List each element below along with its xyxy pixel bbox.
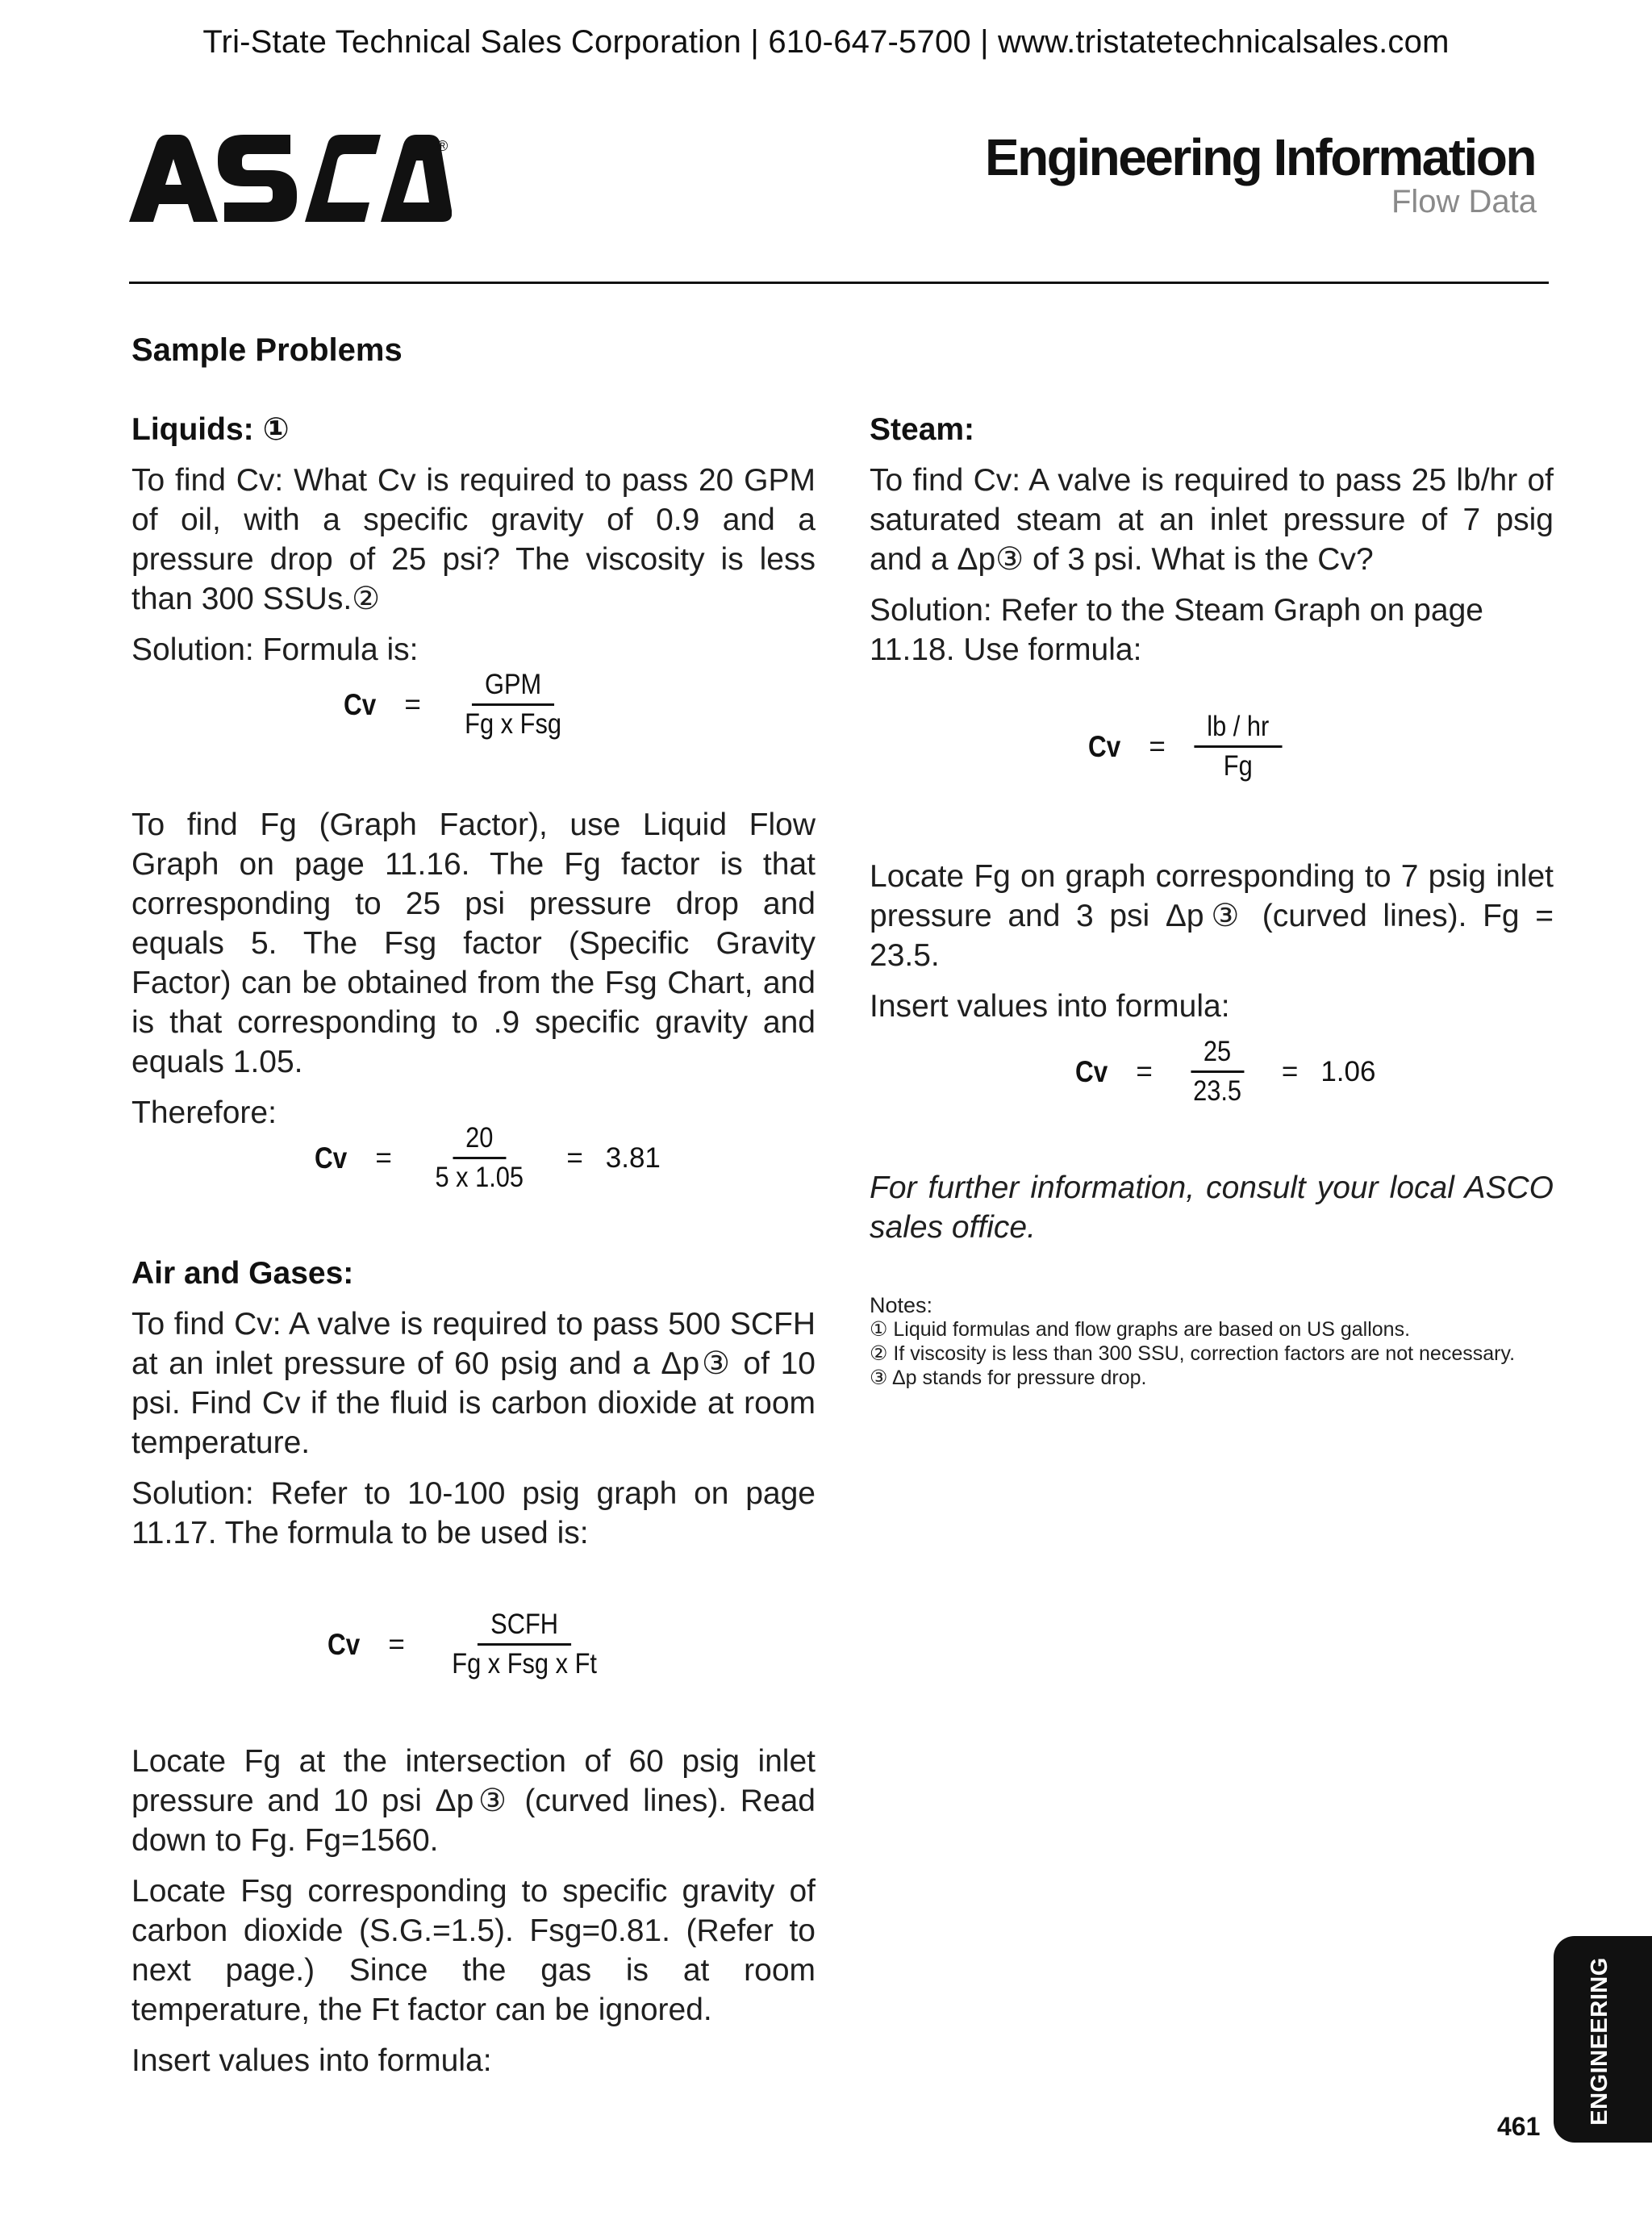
formula-equals: = bbox=[1136, 1055, 1153, 1087]
note-1: ① Liquid formulas and flow graphs are based on US gallons. bbox=[870, 1318, 1411, 1341]
numerator: 20 bbox=[453, 1123, 506, 1159]
further-info: For further information, consult your local ASCO sales office. bbox=[870, 1171, 1554, 1245]
formula-lhs: Cv bbox=[315, 1141, 348, 1175]
air-block-1 bbox=[131, 1254, 816, 1553]
denominator: 5 x 1.05 bbox=[435, 1162, 524, 1193]
notes bbox=[870, 1293, 1563, 1390]
liquids-problem: To find Cv: What Cv is required to pass 20 GPM of oil, with a specific gravity of 0.9 and a pressure drop of 25 psi? The viscosity is less than 300 SSUs.② bbox=[131, 463, 816, 616]
numerator: lb / hr bbox=[1194, 711, 1282, 748]
fraction bbox=[422, 1123, 536, 1193]
section-tab-text: ENGINEERING bbox=[1586, 1956, 1612, 2126]
note-3: ③ Δp stands for pressure drop. bbox=[870, 1367, 1147, 1389]
air-solution: Solution: Refer to 10-100 psig graph on page 11.17. The formula to be used is: bbox=[131, 1476, 816, 1550]
page-subtitle: Flow Data bbox=[1391, 184, 1537, 219]
air-problem: To find Cv: A valve is required to pass 500 SCFH at an inlet pressure of 60 psig and a Δp③ of 10 psi. Find Cv if the fluid is carbon dioxide at room temperature. bbox=[131, 1307, 816, 1460]
liquids-formula bbox=[344, 670, 582, 740]
numerator: GPM bbox=[472, 670, 554, 706]
air-heading: Air and Gases: bbox=[131, 1256, 354, 1291]
steam-result-formula bbox=[1075, 1037, 1375, 1107]
formula-lhs: Cv bbox=[1088, 729, 1121, 763]
steam-insert: Insert values into formula: bbox=[870, 989, 1230, 1024]
asco-logo bbox=[129, 133, 452, 230]
formula-result: 3.81 bbox=[605, 1141, 661, 1174]
numerator: SCFH bbox=[478, 1609, 571, 1646]
fraction bbox=[439, 1609, 609, 1680]
formula-lhs: Cv bbox=[327, 1627, 361, 1661]
air-insert: Insert values into formula: bbox=[131, 2043, 492, 2078]
formula-equals: = bbox=[566, 1141, 583, 1174]
formula-equals: = bbox=[388, 1628, 405, 1660]
formula-equals: = bbox=[404, 688, 421, 720]
air-locate-fg: Locate Fg at the intersection of 60 psig inlet pressure and 10 psi Δp③ (curved lines). Read down to Fg. Fg=1560. bbox=[131, 1744, 816, 1858]
denominator: Fg x Fsg bbox=[464, 708, 561, 740]
steam-block-2 bbox=[870, 857, 1554, 1026]
liquids-block-1 bbox=[131, 410, 816, 670]
steam-heading: Steam: bbox=[870, 412, 975, 447]
liquids-solution: Solution: Formula is: bbox=[131, 632, 419, 667]
steam-locate-fg: Locate Fg on graph corresponding to 7 psig inlet pressure and 3 psi Δp③ (curved lines). Fg = 23.5. bbox=[870, 859, 1554, 973]
page-number: 461 bbox=[1497, 2112, 1541, 2141]
denominator: Fg bbox=[1223, 750, 1253, 782]
liquids-block-2 bbox=[131, 805, 816, 1133]
formula-lhs: Cv bbox=[1075, 1054, 1108, 1088]
section-tab-label bbox=[1579, 1956, 1620, 2126]
numerator: 25 bbox=[1191, 1037, 1244, 1073]
steam-problem: To find Cv: A valve is required to pass 25 lb/hr of saturated steam at an inlet pressure of 7 psig and a Δp③ of 3 psi. What is the Cv? bbox=[870, 463, 1554, 577]
denominator: Fg x Fsg x Ft bbox=[452, 1648, 597, 1680]
top-banner: Tri-State Technical Sales Corporation | 610-647-5700 | www.tristatetechnicalsales.com bbox=[202, 24, 1450, 60]
formula-lhs: Cv bbox=[344, 687, 377, 721]
notes-heading: Notes: bbox=[870, 1293, 933, 1317]
formula-equals: = bbox=[1281, 1055, 1299, 1087]
steam-block-1 bbox=[870, 410, 1554, 670]
liquids-therefore: Therefore: bbox=[131, 1095, 277, 1130]
liquids-heading: Liquids: ① bbox=[131, 412, 290, 447]
air-block-2 bbox=[131, 1742, 816, 2080]
air-formula bbox=[327, 1609, 621, 1680]
section-title: Sample Problems bbox=[131, 332, 403, 368]
note-2: ② If viscosity is less than 300 SSU, correction factors are not necessary. bbox=[870, 1342, 1516, 1365]
registered-mark: ® bbox=[437, 138, 448, 154]
header-divider bbox=[129, 282, 1549, 284]
fraction bbox=[1194, 711, 1282, 782]
fraction bbox=[452, 670, 574, 740]
steam-block-3 bbox=[870, 1168, 1554, 1247]
denominator: 23.5 bbox=[1192, 1075, 1241, 1107]
formula-equals: = bbox=[375, 1141, 392, 1174]
liquids-result-formula bbox=[315, 1123, 661, 1193]
steam-solution: Solution: Refer to the Steam Graph on page 11.18. Use formula: bbox=[870, 593, 1483, 667]
steam-formula bbox=[1088, 711, 1287, 782]
formula-equals: = bbox=[1149, 730, 1166, 762]
formula-result: 1.06 bbox=[1320, 1055, 1376, 1087]
page-title: Engineering Information bbox=[984, 128, 1535, 186]
liquids-explanation: To find Fg (Graph Factor), use Liquid Flow Graph on page 11.16. The Fg factor is that corresponding to 25 psi pressure drop and equals 5. The Fsg factor (Specific Gravity Factor) can be obtained from the Fsg Chart, and is that corresponding to .9 specific gravity and equals 1.05. bbox=[131, 807, 816, 1079]
fraction bbox=[1180, 1037, 1254, 1107]
air-locate-fsg: Locate Fsg corresponding to specific gravity of carbon dioxide (S.G.=1.5). Fsg=0.81. (Refer to next page.) Since the gas is at room temperature, the Ft factor can be ignored. bbox=[131, 1874, 816, 2027]
